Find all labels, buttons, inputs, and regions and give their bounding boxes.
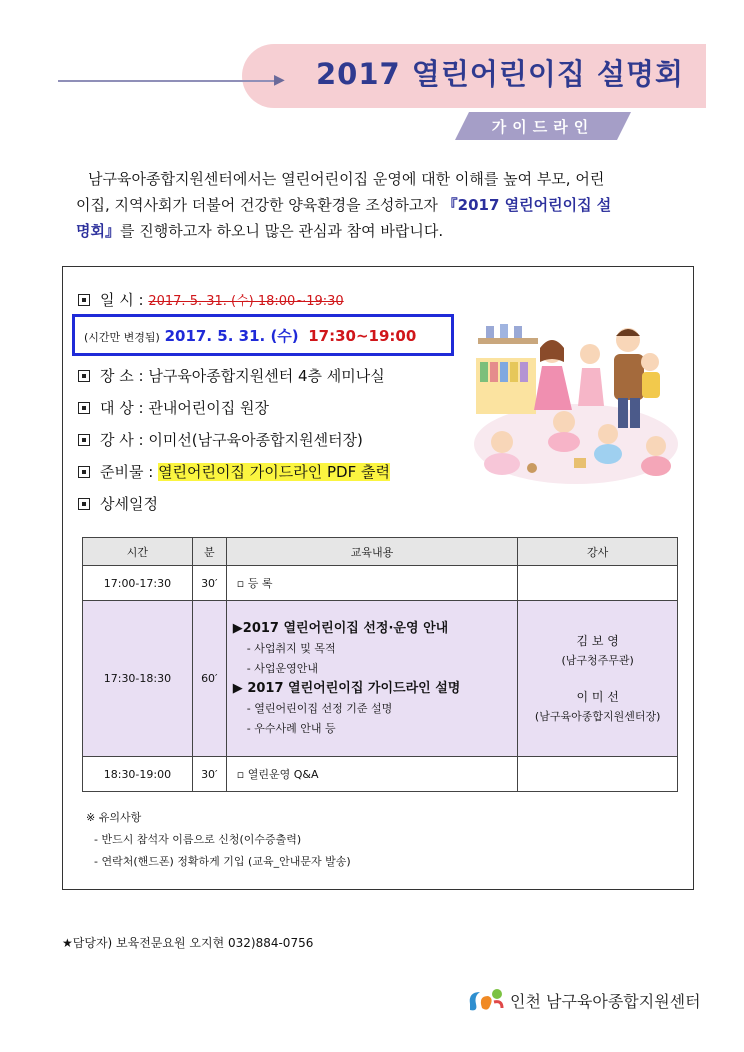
center-name: 인천 남구육아종합지원센터	[510, 992, 701, 1011]
notes-section	[86, 807, 351, 873]
minutes-cell: 60′	[192, 601, 226, 757]
arrow-right-icon: ▶	[274, 72, 285, 88]
minutes-cell: 30′	[192, 757, 226, 792]
event-name-highlight-end: 명회』	[76, 222, 120, 240]
contact-info: ★담당자) 보육전문요원 오지현 032)884-0756	[62, 936, 314, 950]
topic-item: - 사업취지 및 목적	[246, 641, 336, 655]
topic-item: - 사업운영안내	[246, 661, 319, 675]
date-label: 일 시 :	[100, 291, 149, 309]
target-text: 대 상 : 관내어린이집 원장	[100, 399, 270, 417]
lecturer-role: (남구청주무관)	[561, 653, 634, 667]
lecturer-cell	[518, 601, 678, 757]
intro-paragraph	[76, 166, 680, 244]
topic-item: - 우수사례 안내 등	[246, 721, 336, 735]
prep-label: 준비물 :	[100, 463, 159, 481]
schedule-heading-row	[78, 493, 158, 514]
lecturer-cell	[518, 566, 678, 601]
mother-dress	[534, 366, 572, 410]
changed-time-row	[84, 325, 416, 346]
prep-row	[78, 461, 390, 482]
baby-head	[553, 411, 575, 433]
intro-line-3	[76, 218, 680, 244]
checkbox-bullet-icon	[78, 370, 90, 382]
table-header-cell: 시간	[83, 538, 193, 566]
shelf	[478, 338, 538, 344]
schedule-heading: 상세일정	[100, 495, 158, 513]
header-divider-line	[58, 80, 280, 82]
table-header-cell: 강사	[518, 538, 678, 566]
change-note: (시간만 변경됨)	[84, 331, 160, 344]
minutes-cell: 30′	[192, 566, 226, 601]
place-row	[78, 365, 385, 386]
new-time: 17:30~19:00	[308, 327, 417, 345]
father-shirt	[614, 354, 644, 400]
toy-block	[574, 458, 586, 468]
place-text: 장 소 : 남구육아종합지원센터 4층 세미나실	[100, 367, 385, 385]
checkbox-bullet-icon	[78, 294, 90, 306]
intro-line-1: 남구육아종합지원센터에서는 열린어린이집 운영에 대한 이해를 높여 부모, 어린	[88, 170, 605, 188]
new-date: 2017. 5. 31. (수)	[164, 327, 299, 345]
content-cell	[226, 601, 517, 757]
table-header-cell: 교육내용	[226, 538, 517, 566]
checkbox-bullet-icon	[78, 466, 90, 478]
note-item: - 연락처(핸드폰) 정확하게 기입 (교육_안내문자 발송)	[94, 855, 351, 868]
target-row	[78, 397, 269, 418]
checkbox-bullet-icon	[78, 498, 90, 510]
table-header-row	[83, 538, 678, 566]
topic-heading: ▶2017 열린어린이집 선정·운영 안내	[232, 620, 449, 636]
schedule-table	[82, 537, 678, 792]
checkbox-bullet-icon	[78, 402, 90, 414]
checkbox-bullet-icon	[78, 434, 90, 446]
table-row	[83, 757, 678, 792]
date-row	[78, 289, 344, 310]
intro-text: 를 진행하고자 하오니 많은 관심과 참여 바랍니다.	[119, 222, 444, 240]
table-row	[83, 566, 678, 601]
time-cell: 17:30-18:30	[83, 601, 193, 757]
time-cell: 18:30-19:00	[83, 757, 193, 792]
note-item: - 반드시 참석자 이름으로 신청(이수증출력)	[94, 833, 302, 846]
prep-highlight: 열린어린이집 가이드라인 PDF 출력	[158, 463, 390, 481]
lecturer-name: 김 보 영	[576, 633, 619, 648]
intro-text: 이집, 지역사회가 더불어 건강한 양육환경을 조성하고자	[76, 196, 443, 214]
topic-item: - 열린어린이집 선정 기준 설명	[246, 701, 393, 715]
lecturer-name: 이 미 선	[576, 689, 619, 704]
intro-line-2	[76, 192, 680, 218]
content-cell: ▫ 등 록	[226, 566, 517, 601]
content-cell: ▫ 열린운영 Q&A	[226, 757, 517, 792]
center-logo-icon	[466, 986, 506, 1014]
family-illustration	[468, 318, 678, 488]
event-name-highlight: 『2017 열린어린이집 설	[442, 196, 612, 214]
lecturer-cell	[518, 757, 678, 792]
lecturer-text: 강 사 : 이미선(남구육아종합지원센터장)	[100, 431, 363, 449]
table-row	[83, 601, 678, 757]
notes-title: ※ 유의사항	[86, 811, 142, 824]
lecturer-role: (남구육아종합지원센터장)	[534, 709, 661, 723]
topic-heading: ▶ 2017 열린어린이집 가이드라인 설명	[232, 680, 461, 696]
page-title: 2017 열린어린이집 설명회	[316, 57, 685, 91]
old-date-strikethrough: 2017. 5. 31. (수) 18:00~19:30	[148, 294, 344, 309]
table-header-cell: 분	[192, 538, 226, 566]
time-cell: 17:00-17:30	[83, 566, 193, 601]
lecturer-row	[78, 429, 363, 450]
page-subtitle: 가이드라인	[491, 118, 595, 136]
